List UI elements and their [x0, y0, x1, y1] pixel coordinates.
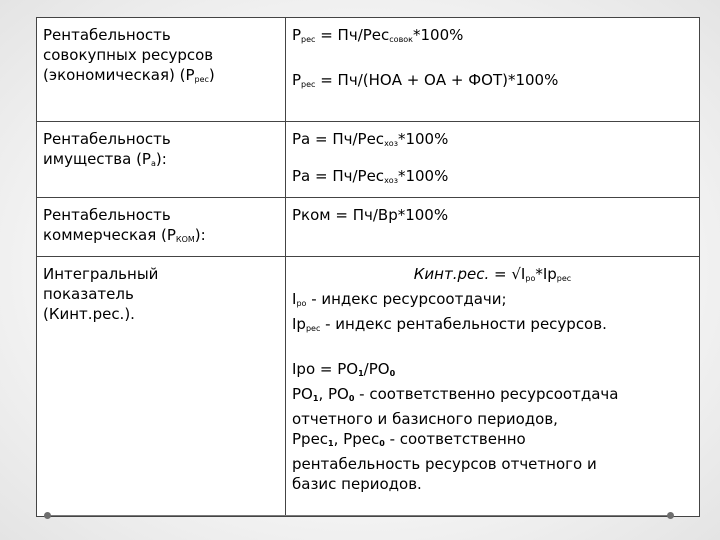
formula-line: Ра = Пч/Рес$_{хоз}$*100%: [292, 130, 449, 148]
formula-cell: [286, 198, 700, 257]
definition-line: $I_{ро}$ - индекс ресурсоотдачи;: [292, 290, 507, 308]
formula-line: Рком = Пч/Вр*100%: [292, 206, 449, 224]
table-row: [37, 257, 700, 517]
formula-line: $Р_{рес} = Пч/(НОА$ + ОА + ФОТ)*100%: [292, 71, 559, 89]
label-line: Рентабельность: [43, 26, 171, 44]
description-line: отчетного и базисного периодов,: [292, 410, 558, 428]
table-row: [37, 18, 700, 122]
description-line: рентабельность ресурсов отчетного и: [292, 455, 597, 473]
table-row: [37, 198, 700, 257]
formulas-table: [36, 17, 700, 517]
indicator-label-cell: [37, 18, 286, 122]
label-line: Интегральный: [43, 265, 159, 283]
description-line: Ррес1, Ррес0 - соответственно: [292, 430, 526, 448]
label-line: Рентабельность: [43, 206, 171, 224]
decorative-dot: [667, 512, 674, 519]
integral-formula: Кинт.рес. = $√I_{ро}*Iр_{рес}$: [413, 265, 572, 283]
decorative-divider: [48, 515, 670, 516]
table-row: [37, 122, 700, 198]
description-line: РО1, РО0 - соответственно ресурсоотдача: [292, 385, 619, 403]
label-line: (экономическая) $(Р_{рес})$: [43, 66, 215, 84]
indicator-label-cell: [37, 257, 286, 517]
label-line: (Кинт.рес.).: [43, 305, 135, 323]
formula-cell: [286, 257, 700, 517]
definition-line: $Iр_{рес}$ - индекс рентабельности ресурсов.: [292, 315, 607, 333]
formula-line: $Р_{рес} = Пч/Рес_{совок}*100\%$: [292, 26, 464, 44]
label-line: коммерческая $(Р_{КОМ})$:: [43, 226, 206, 244]
label-line: имущества $(Р_а)$:: [43, 150, 167, 168]
label-line: Рентабельность: [43, 130, 171, 148]
indicator-label-cell: [37, 198, 286, 257]
label-line: показатель: [43, 285, 134, 303]
description-line: базис периодов.: [292, 475, 422, 493]
indicator-label-cell: [37, 122, 286, 198]
ratio-line: Iро = РО1/РО0: [292, 360, 396, 378]
label-line: совокупных ресурсов: [43, 46, 214, 64]
formula-cell: [286, 122, 700, 198]
formula-line: Ра = Пч/Рес$_{хоз}$*100%: [292, 167, 449, 185]
decorative-dot: [44, 512, 51, 519]
formula-cell: [286, 18, 700, 122]
